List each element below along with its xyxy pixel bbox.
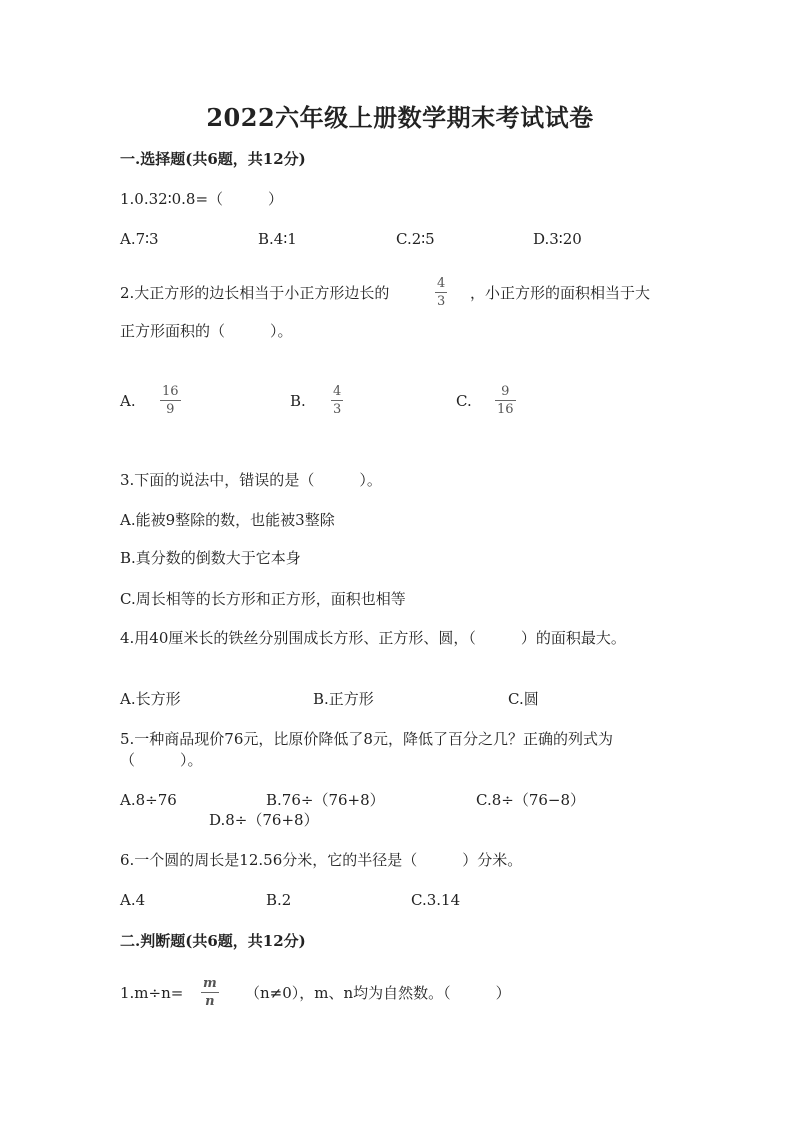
question-2-stem-part-2: ，小正方形的面积相当于大 [470,284,651,302]
question-2-option-c-label[interactable]: C. [456,392,472,410]
fraction-numerator: 4 [333,384,342,399]
fraction-bar [435,292,447,293]
fraction-numerator: m [203,976,217,991]
fraction-denominator: 9 [166,402,175,417]
question-5-option-d[interactable]: D.8÷（76+8） [209,811,319,829]
question-2-fraction [435,276,447,309]
question-6-stem: 6.一个圆的周长是12.56分米，它的半径是（ ）分米。 [120,851,523,869]
question-4-option-b[interactable]: B.正方形 [313,690,374,708]
question-1-option-b[interactable]: B.4∶1 [258,230,297,248]
fraction-bar [201,992,219,993]
question-1-option-d[interactable]: D.3∶20 [533,230,582,248]
question-6-option-c[interactable]: C.3.14 [411,891,461,909]
question-5-option-a[interactable]: A.8÷76 [120,791,177,809]
question-3-stem: 3.下面的说法中，错误的是（ ）。 [120,471,382,489]
question-5-option-c[interactable]: C.8÷（76−8） [476,791,586,809]
fraction-denominator: 16 [497,402,514,417]
fraction-denominator: 3 [437,294,446,309]
question-1-option-a[interactable]: A.7∶3 [120,230,159,248]
question-2-option-c-fraction [495,384,516,417]
judgment-1-stem-part-1: 1.m÷n= [120,984,184,1002]
question-6-option-a[interactable]: A.4 [120,891,146,909]
question-5-stem-part-2: （ ）。 [120,751,203,769]
question-4-option-a[interactable]: A.长方形 [120,690,181,708]
section-heading-choice: 一.选择题(共6题，共12分) [120,150,306,168]
question-3-option-c[interactable]: C.周长相等的长方形和正方形，面积也相等 [120,590,406,608]
judgment-1-stem-part-2: （n≠0），m、n均为自然数。（ ） [245,984,511,1002]
question-5-stem-part-1: 5.一种商品现价76元，比原价降低了8元，降低了百分之几？正确的列式为 [120,730,613,748]
fraction-bar [495,400,516,401]
fraction-bar [331,400,343,401]
question-2-option-b-label[interactable]: B. [290,392,306,410]
question-2-stem-part-1: 2.大正方形的边长相当于小正方形边长的 [120,284,390,302]
question-4-stem: 4.用40厘米长的铁丝分别围成长方形、正方形、圆，（ ）的面积最大。 [120,629,626,647]
section-heading-judgment: 二.判断题(共6题，共12分) [120,932,306,950]
question-2-option-b-fraction [331,384,343,417]
question-2-stem-part-3: 正方形面积的（ ）。 [120,322,293,340]
fraction-numerator: 16 [162,384,179,399]
fraction-numerator: 9 [501,384,510,399]
judgment-1-fraction [201,976,219,1009]
fraction-bar [160,400,181,401]
question-5-option-b[interactable]: B.76÷（76+8） [266,791,385,809]
fraction-denominator: n [205,994,215,1009]
fraction-numerator: 4 [437,276,446,291]
page-title: 2022六年级上册数学期末考试试卷 [206,103,594,132]
question-4-option-c[interactable]: C.圆 [508,690,539,708]
question-3-option-b[interactable]: B.真分数的倒数大于它本身 [120,549,301,567]
fraction-denominator: 3 [333,402,342,417]
question-1-stem: 1.0.32∶0.8=（ ） [120,190,284,208]
question-2-option-a-label[interactable]: A. [120,392,136,410]
question-6-option-b[interactable]: B.2 [266,891,292,909]
question-3-option-a[interactable]: A.能被9整除的数，也能被3整除 [120,511,335,529]
question-2-option-a-fraction [160,384,181,417]
question-1-option-c[interactable]: C.2∶5 [396,230,435,248]
